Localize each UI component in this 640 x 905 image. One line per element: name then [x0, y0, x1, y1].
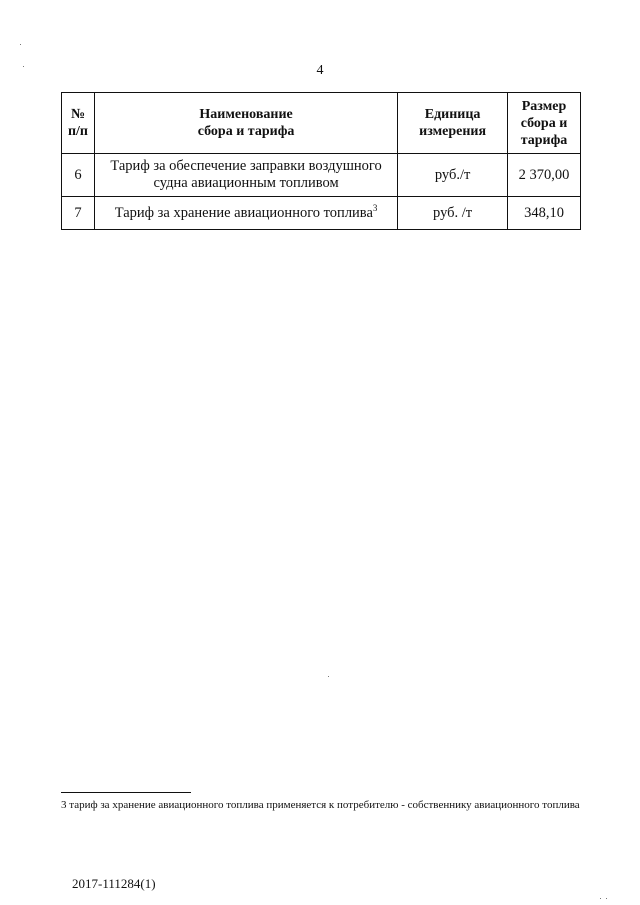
- header-name: [94, 93, 397, 154]
- row-size: 2 370,00: [508, 154, 581, 197]
- page-number: 4: [316, 63, 324, 78]
- table-header-row: [62, 93, 581, 154]
- footnote-ref: 3: [372, 202, 378, 213]
- header-name-line-2: сбора и тарифа: [197, 124, 295, 139]
- row-name: [94, 197, 397, 230]
- scan-speck: [606, 898, 607, 899]
- header-size-line-2: сбора и: [520, 115, 568, 131]
- scan-speck: [328, 676, 329, 677]
- row-unit: руб. /т: [398, 197, 508, 230]
- header-name-line-1: Наименование: [199, 107, 293, 122]
- row-name-line-2: судна авиационным топливом: [153, 175, 339, 191]
- header-number: [62, 93, 95, 154]
- header-number-line-2: п/п: [67, 124, 88, 139]
- scan-speck: [23, 66, 24, 67]
- row-name-text: Тариф за хранение авиационного топлива: [114, 204, 373, 221]
- header-size-line-3: тарифа: [520, 132, 568, 148]
- row-number: 7: [62, 197, 95, 230]
- header-unit: [398, 93, 508, 154]
- tariff-table: [61, 92, 581, 230]
- row-unit: руб./т: [398, 154, 508, 197]
- scan-speck: [600, 898, 601, 899]
- header-unit-line-2: измерения: [419, 124, 487, 139]
- table-row: [62, 197, 581, 230]
- footnote-text: 3 тариф за хранение авиационного топлива применяется к потребителю - собственнику авиационного топлива: [61, 799, 580, 811]
- table-row: [62, 154, 581, 197]
- header-number-line-1: №: [70, 107, 86, 122]
- document-code: 2017-111284(1): [72, 876, 156, 891]
- row-name: [94, 154, 397, 197]
- scan-speck: [20, 44, 21, 45]
- row-number: 6: [62, 154, 95, 197]
- header-unit-line-1: Единица: [424, 107, 481, 122]
- header-size: [508, 93, 581, 154]
- row-name-line-1: Тариф за обеспечение заправки воздушного: [110, 158, 382, 174]
- header-size-line-1: Размер: [521, 98, 567, 114]
- row-size: 348,10: [508, 197, 581, 230]
- footnote-divider: [61, 792, 191, 793]
